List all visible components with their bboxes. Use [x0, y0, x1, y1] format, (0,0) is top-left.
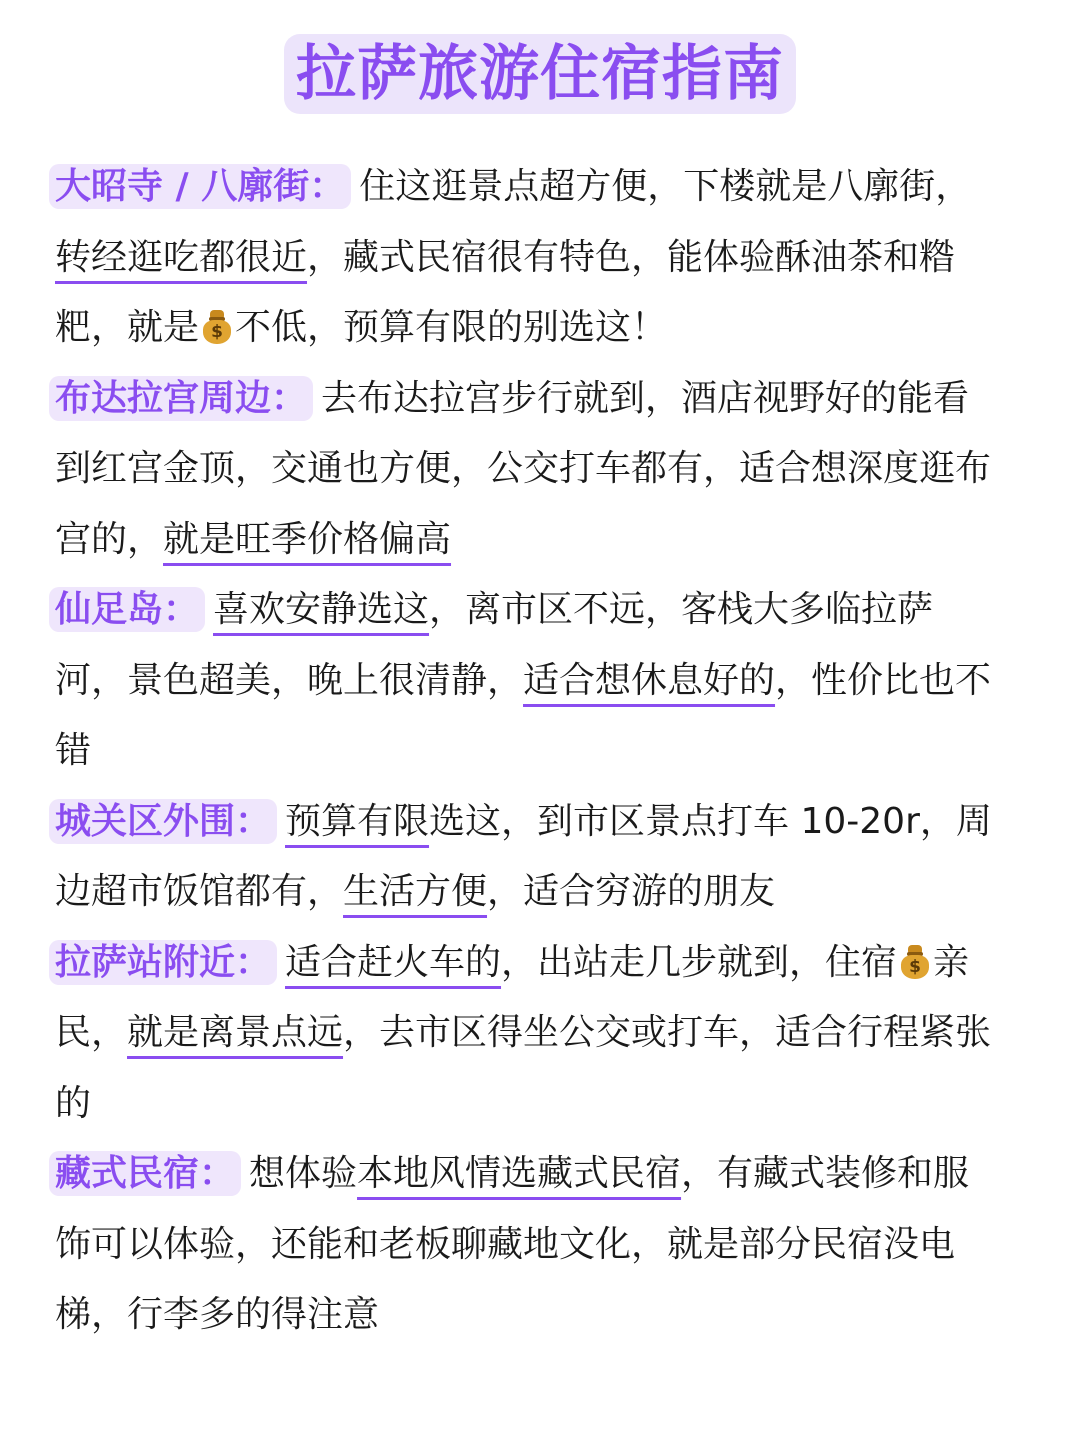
- section-label: 大昭寺 / 八廓街：: [49, 164, 351, 209]
- section-text: ，离市区不远，客栈大多临拉萨河，景色超美，晚上很清静，: [55, 589, 934, 701]
- section-text: 选这，到市区景点打车 10-20r，周边超市饭馆都有，: [55, 800, 992, 912]
- page-title: 拉萨旅游住宿指南: [284, 34, 796, 114]
- highlight-text: 就是旺季价格偏高: [163, 518, 452, 560]
- highlight-text: 预算有限: [285, 800, 430, 842]
- section-label: 布达拉宫周边：: [49, 376, 313, 421]
- highlight-text: 就是离景点远: [127, 1012, 344, 1053]
- section-text: ，适合穷游的朋友: [487, 871, 776, 912]
- guide-content: [55, 152, 1005, 1351]
- money-bag-icon: $: [201, 310, 233, 344]
- section-xianzu-island: [55, 575, 1005, 787]
- section-text: 亲民，: [55, 941, 970, 1053]
- highlight-text: 生活方便: [343, 871, 488, 912]
- section-text: ，出站走几步就到，住宿: [501, 941, 898, 983]
- highlight-text: 适合赶火车的: [285, 941, 502, 983]
- highlight-text: 适合想休息好的: [523, 659, 776, 701]
- section-label: 藏式民宿：: [49, 1151, 241, 1196]
- section-text: ，去市区得坐公交或打车，适合行程紧张的: [55, 1012, 992, 1124]
- section-label: 仙足岛：: [49, 587, 205, 632]
- section-text: ，性价比也不错: [55, 659, 992, 771]
- section-text: 不低，预算有限的别选这！: [235, 307, 668, 348]
- section-text: 去布达拉宫步行就到，酒店视野好的能看到红宫金顶，交通也方便，公交打车都有，适合想深度逛布宫的，: [55, 377, 992, 560]
- section-label: 拉萨站附近：: [49, 940, 277, 985]
- section-text: 住这逛景点超方便，下楼就是八廓街，: [359, 166, 972, 207]
- section-jokhang-barkhor: [55, 152, 1005, 364]
- section-label: 城关区外围：: [49, 799, 277, 844]
- section-chengguan-outskirts: [55, 787, 1005, 928]
- section-potala-palace: [55, 364, 1005, 576]
- section-text: ，有藏式装修和服饰可以体验，还能和老板聊藏地文化，就是部分民宿没电梯，行李多的得注意: [55, 1153, 970, 1335]
- highlight-text: 转经逛吃都很近: [55, 236, 308, 278]
- section-tibetan-homestay: [55, 1139, 1005, 1351]
- money-bag-icon: $: [899, 945, 931, 979]
- highlight-text: 本地风情选藏式民宿: [357, 1153, 682, 1194]
- title-wrapper: [0, 34, 1080, 114]
- section-text: 想体验: [249, 1153, 358, 1194]
- section-lhasa-station: [55, 928, 1005, 1140]
- section-text: ，藏式民宿很有特色，能体验酥油茶和糌粑，就是: [55, 236, 956, 348]
- highlight-text: 喜欢安静选这: [213, 589, 430, 630]
